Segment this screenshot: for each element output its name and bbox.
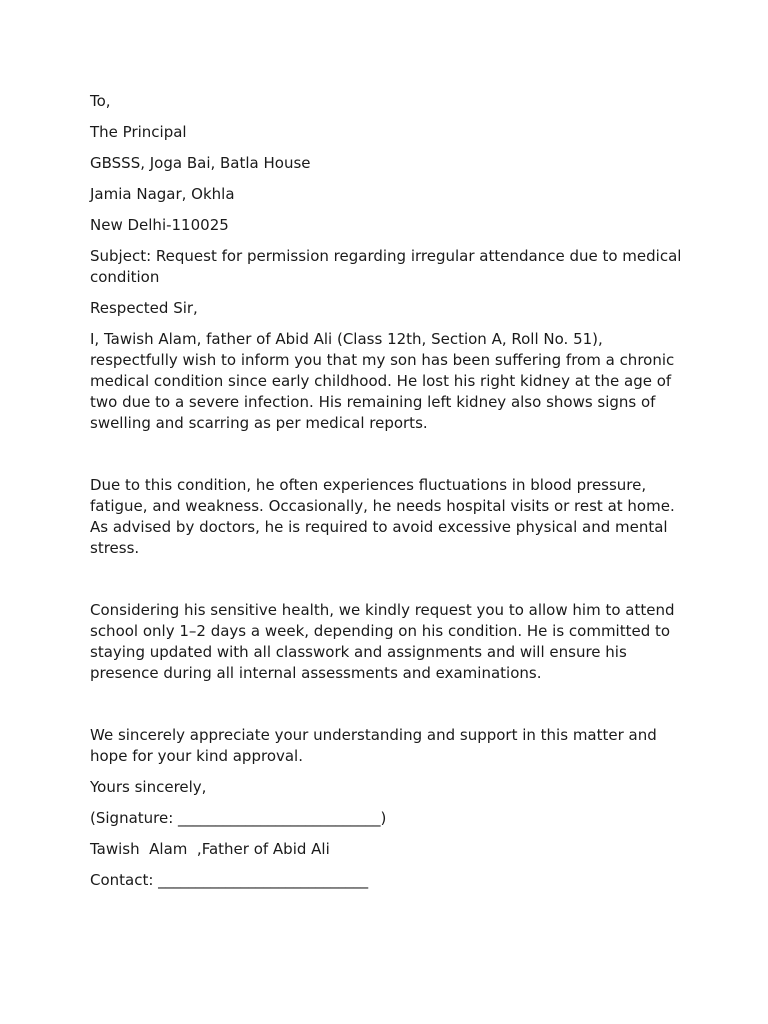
paragraph-3: Considering his sensitive health, we kindly request you to allow him to attend school only 1–2 days a week, depending on his condition. He is committed to staying updated with all classwork and assignments and will ensure his presence during all internal assessments and examinations.	[90, 601, 675, 682]
paragraph-spacer	[90, 444, 690, 475]
subject-line: Subject: Request for permission regarding irregular attendance due to medical condition	[90, 247, 682, 286]
address-line-2: Jamia Nagar, Okhla	[90, 185, 235, 203]
address-line-1: GBSSS, Joga Bai, Batla House	[90, 154, 311, 172]
paragraph-spacer	[90, 694, 690, 725]
paragraph-spacer	[90, 569, 690, 600]
salutation: Respected Sir,	[90, 299, 198, 317]
paragraph-4: We sincerely appreciate your understanding and support in this matter and hope for your kind approval.	[90, 726, 657, 765]
closing: Yours sincerely,	[90, 778, 207, 796]
recipient-line: The Principal	[90, 123, 187, 141]
paragraph-2: Due to this condition, he often experiences fluctuations in blood pressure, fatigue, and weakness. Occasionally, he needs hospital visits or rest at home. As advised by doctors, he is required to avoid excessive physical and mental stress.	[90, 476, 675, 557]
address-line-3: New Delhi-110025	[90, 216, 229, 234]
paragraph-1: I, Tawish Alam, father of Abid Ali (Class 12th, Section A, Roll No. 51), respectfully wish to inform you that my son has been suffering from a chronic medical condition since early childhood. He lost his right kidney at the age of two due to a severe infection. His remaining left kidney also shows signs of swelling and scarring as per medical reports.	[90, 330, 675, 432]
contact-line: Contact: ____________________________	[90, 871, 369, 889]
letter-body	[90, 91, 690, 901]
to-line: To,	[90, 92, 111, 110]
sender-name: Tawish Alam ,Father of Abid Ali	[90, 840, 330, 858]
signature-line: (Signature: ___________________________)	[90, 809, 387, 827]
